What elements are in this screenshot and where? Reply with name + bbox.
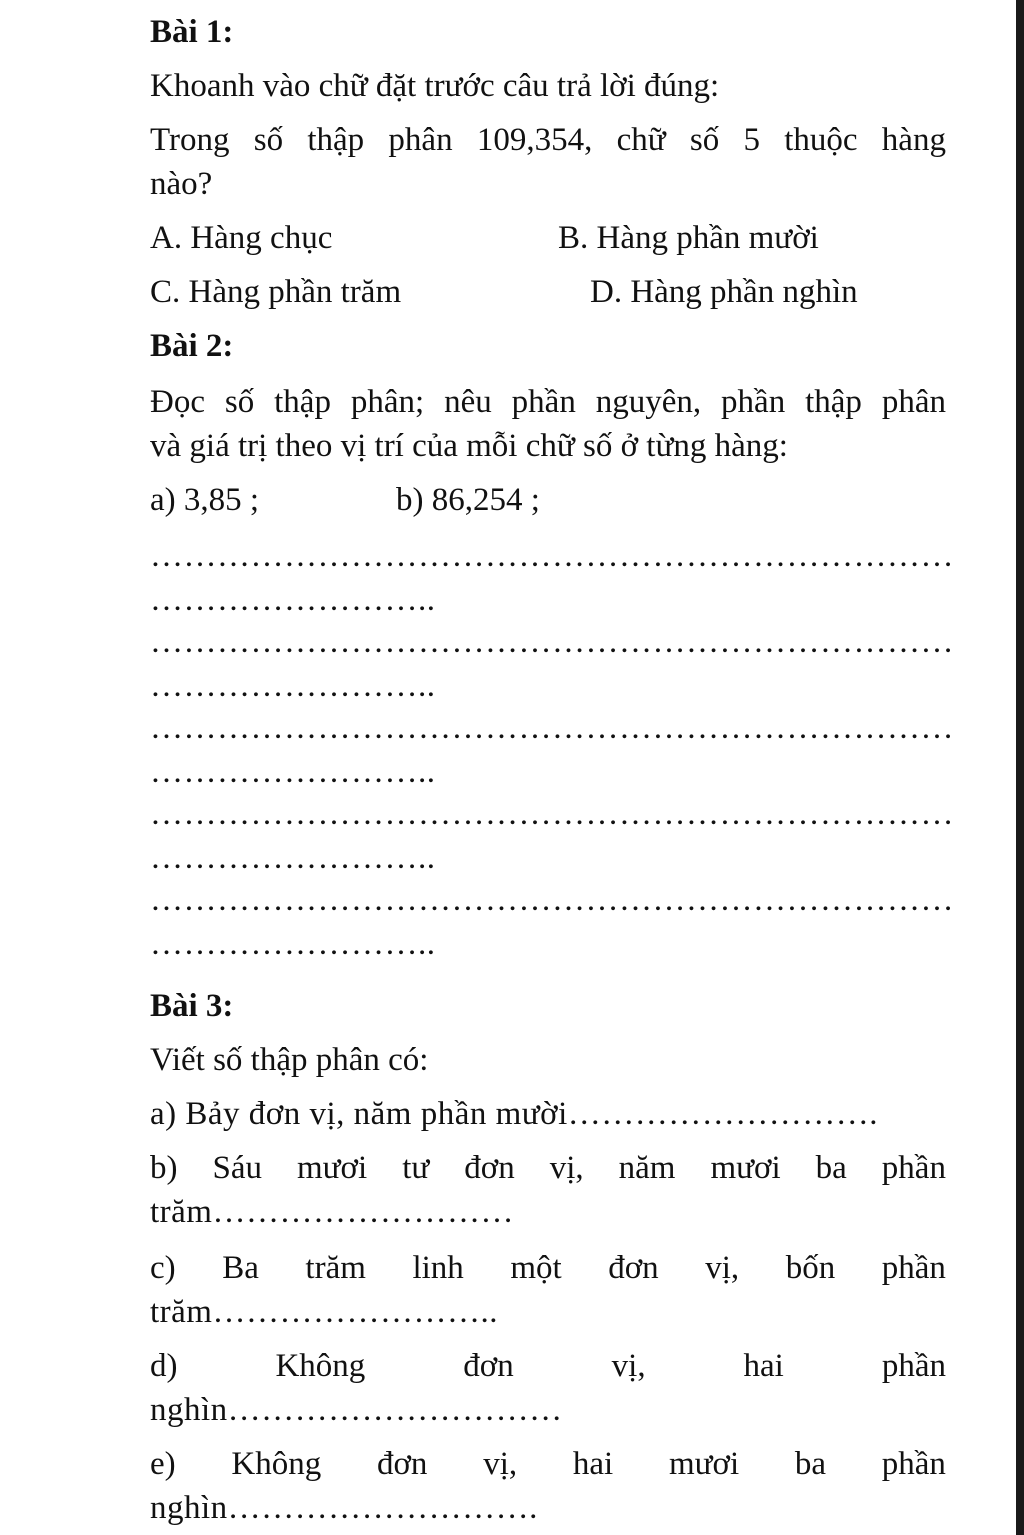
bai2-prompt-line2: và giá trị theo vị trí của mỗi chữ số ở từng hàng: [150,428,788,464]
word: nêu [444,384,492,420]
word: linh [412,1250,464,1286]
word: mươi [710,1150,781,1186]
answer-line-2-short: …………………….. [150,668,436,704]
answer-line-1-short: …………………….. [150,582,436,618]
bai1-option-b: B. Hàng phần mười [558,220,819,256]
word: bốn [785,1250,836,1286]
word: đơn [463,1348,514,1384]
bai2-item-a: a) 3,85 ; [150,482,260,518]
word: phần [881,1150,946,1186]
bai3-item-b-line1 [150,1148,946,1188]
word: mươi [668,1446,740,1482]
bai3-item-c-line2: trăm…………………….. [150,1294,498,1330]
word: mươi [297,1150,368,1186]
bai2-prompt-line1 [150,382,946,422]
word: hai [572,1446,614,1482]
word: Không [275,1348,366,1384]
word: đơn [376,1446,428,1482]
answer-line-4-long: ……………………………………………………………… [150,796,954,832]
word: 5 [743,122,760,158]
bai1-option-d: D. Hàng phần nghìn [590,274,858,310]
bai2-item-b: b) 86,254 ; [396,482,540,518]
word: tư [402,1150,430,1186]
word: d) [150,1348,178,1384]
word: phần [881,1250,946,1286]
word: chữ [616,122,666,158]
word: Ba [222,1250,259,1286]
word: phân [388,122,453,158]
word: phần [881,1348,946,1384]
bai1-option-c: C. Hàng phần trăm [150,274,402,310]
word: phân [881,384,946,420]
word: hai [743,1348,784,1384]
word: phân; [350,384,425,420]
word: Không [231,1446,322,1482]
answer-line-4-short: …………………….. [150,840,436,876]
page-edge-shadow [1016,0,1024,1535]
word: thập [274,384,331,420]
word: thập [307,122,365,158]
bai3-item-b-line2: trăm……………………… [150,1194,514,1230]
bai3-heading: Bài 3: [150,988,234,1024]
bai3-item-a: a) Bảy đơn vị, năm phần mười………………………. [150,1096,879,1132]
bai2-heading: Bài 2: [150,328,234,364]
word: năm [618,1150,676,1186]
word: số [689,122,720,158]
bai1-instruction: Khoanh vào chữ đặt trước câu trả lời đúng: [150,68,720,104]
word: thuộc [784,122,858,158]
answer-line-1-long: ……………………………………………………………… [150,538,954,574]
word: số [224,384,255,420]
word: phần [721,384,786,420]
answer-line-3-short: …………………….. [150,754,436,790]
word: vị, [483,1446,518,1482]
word: Sáu [212,1150,262,1186]
answer-line-5-short: …………………….. [150,926,436,962]
word: Đọc [150,384,205,420]
word: đơn [608,1250,659,1286]
bai3-item-d-line1 [150,1346,946,1386]
word: Trong [150,122,230,158]
bai1-question-line1 [150,120,946,160]
word: phần [511,384,576,420]
bai3-item-e-line1 [150,1444,946,1484]
word: trăm [305,1250,366,1286]
answer-line-2-long: ……………………………………………………………… [150,624,954,660]
word: số [253,122,284,158]
bai1-heading: Bài 1: [150,14,234,50]
bai1-option-a: A. Hàng chục [150,220,333,256]
bai1-question-line2: nào? [150,166,213,202]
word: e) [150,1446,176,1482]
answer-line-3-long: ……………………………………………………………… [150,710,954,746]
word: ba [794,1446,827,1482]
bai3-item-d-line2: nghìn………………………… [150,1392,563,1428]
bai3-item-c-line1 [150,1248,946,1288]
word: nguyên, [595,384,702,420]
word: vị, [705,1250,740,1286]
word: c) [150,1250,176,1286]
word: hàng [881,122,946,158]
answer-line-5-long: ……………………………………………………………… [150,882,954,918]
word: 109,354, [476,122,593,158]
word: đơn [464,1150,515,1186]
word: phần [881,1446,946,1482]
word: thập [805,384,862,420]
word: một [510,1250,562,1286]
bai3-item-e-line2: nghìn………………………. [150,1490,538,1526]
word: b) [150,1150,178,1186]
word: vị, [611,1348,646,1384]
word: ba [815,1150,847,1186]
word: vị, [549,1150,584,1186]
bai3-prompt: Viết số thập phân có: [150,1042,429,1078]
